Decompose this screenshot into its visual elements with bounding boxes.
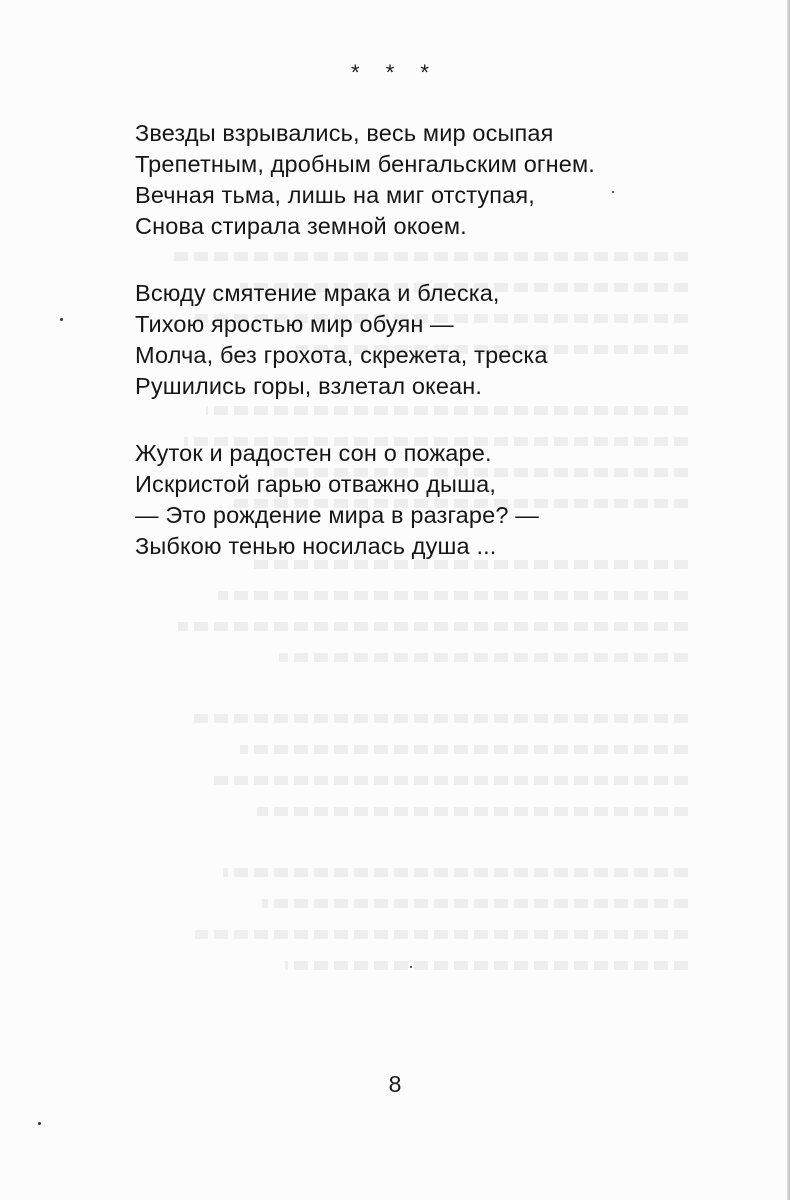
stanza-1 xyxy=(135,118,755,242)
print-speck xyxy=(612,191,614,193)
poem-line: Вечная тьма, лишь на миг отступая, xyxy=(135,182,535,208)
poem xyxy=(135,118,755,598)
poem-line: Снова стирала земной окоем. xyxy=(135,213,467,239)
poem-line: — Это рождение мира в разгаре? — xyxy=(135,502,539,528)
poem-line: Всюду смятение мрака и блеска, xyxy=(135,280,500,306)
poem-line: Зыбкою тенью носилась душа ... xyxy=(135,533,497,559)
poem-line: Жуток и радостен сон о пожаре. xyxy=(135,440,492,466)
stanza-2 xyxy=(135,278,755,402)
print-speck xyxy=(38,1122,41,1125)
poem-line: Тихою яростью мир обуян — xyxy=(135,311,454,337)
poem-line: Искристой гарью отважно дыша, xyxy=(135,471,496,497)
poem-line: Трепетным, дробным бенгальским огнем. xyxy=(135,151,595,177)
print-speck xyxy=(410,966,412,968)
poem-line: Молча, без грохота, скрежета, треска xyxy=(135,342,548,368)
print-speck xyxy=(60,318,63,321)
page-number: 8 xyxy=(388,1071,402,1097)
poem-line: Звезды взрывались, весь мир осыпая xyxy=(135,120,554,146)
stanza-3 xyxy=(135,438,755,562)
section-ornament: * * * xyxy=(351,60,439,85)
poem-line: Рушились горы, взлетал океан. xyxy=(135,373,483,399)
